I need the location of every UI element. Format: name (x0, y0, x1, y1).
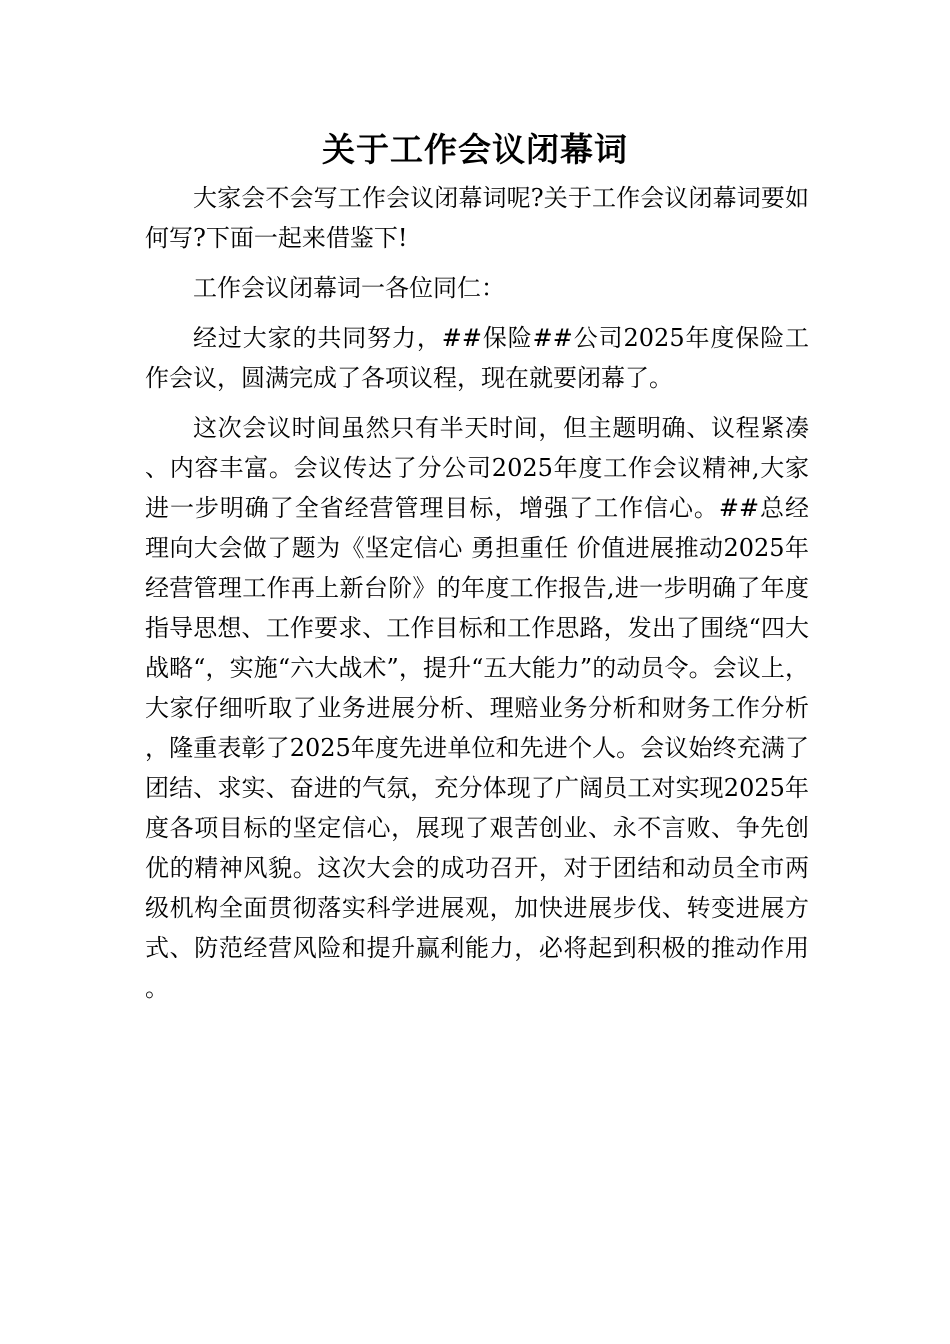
paragraph-opening: 经过大家的共同努力，##保险##公司2025年度保险工作会议，圆满完成了各项议程，现在就要闭幕了。 (145, 324, 809, 392)
paragraph-intro: 大家会不会写工作会议闭幕词呢?关于工作会议闭幕词要如何写?下面一起来借鉴下! (145, 184, 809, 252)
document-title: 关于工作会议闭幕词 (322, 130, 628, 169)
paragraph-main: 这次会议时间虽然只有半天时间，但主题明确、议程紧凑、内容丰富。会议传达了分公司2025年度工作会议精神,大家进一步明确了全省经营管理目标，增强了工作信心。##总经理向大会做了题为《坚定信心 勇担重任 价值进展推动2025年经营管理工作再上新台阶》的年度工作报告,进一步明确了年度指导思想、工作要求、工作目标和工作思路，发出了围绕“四大战略“，实施“六大战术”，提升“五大能力”的动员令。会议上，大家仔细听取了业务进展分析、理赔业务分析和财务工作分析，隆重表彰了2025年度先进单位和先进个人。会议始终充满了团结、求实、奋进的气氛，充分体现了广阔员工对实现2025年度各项目标的坚定信心，展现了艰苦创业、永不言败、争先创优的精神风貌。这次大会的成功召开，对于团结和动员全市两级机构全面贯彻落实科学进展观，加快进展步伐、转变进展方式、防范经营风险和提升赢利能力，必将起到积极的推动作用。 (145, 414, 809, 1002)
document-body (145, 178, 809, 1018)
paragraph-salutation: 工作会议闭幕词一各位同仁： (193, 274, 505, 302)
